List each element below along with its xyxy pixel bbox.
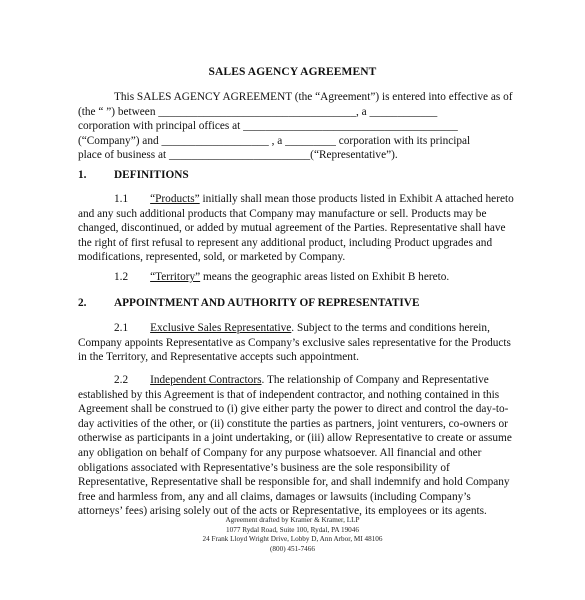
section-title: APPOINTMENT AND AUTHORITY OF REPRESENTATIVE — [114, 297, 420, 309]
intro-paragraph — [78, 90, 514, 163]
clause-term: Independent Contractors — [150, 374, 262, 386]
section-title: DEFINITIONS — [114, 169, 189, 181]
clause-text: initially shall mean those products listed in Exhibit A attached hereto — [199, 193, 514, 205]
clause-1-1 — [78, 192, 514, 265]
clause-line: modifications, represented, sold, or marketed by Company. — [78, 251, 346, 264]
clause-line: changed, discontinued, or added by mutual agreement of the Parties. Representative shall have — [78, 222, 506, 235]
section-heading — [78, 168, 189, 183]
footer-line: Agreement drafted by Kramer & Kramer, LLP — [225, 516, 360, 524]
clause-line: any obligation on behalf of Company for any purpose whatsoever. All financial and other — [78, 446, 482, 459]
clause-line: Representative, Representative shall be responsible for, and shall indemnify and hold Company — [78, 476, 510, 489]
clause-text: means the geographic areas listed on Exhibit B hereto. — [200, 271, 450, 283]
footer-line: 1077 Rydal Road, Suite 100, Rydal, PA 19046 — [226, 525, 359, 534]
clause-line: established by this Agreement is that of independent contractor, and nothing contained in this — [78, 388, 500, 401]
footer-line: 24 Frank Lloyd Wright Drive, Lobby D, Ann Arbor, MI 48106 — [202, 535, 383, 544]
clause-term: Exclusive Sales Representative — [150, 322, 292, 334]
clause-term: “Territory” — [150, 271, 201, 283]
clause-line: free and harmless from, any and all claims, damages or lawsuits (including Company’s — [78, 490, 471, 503]
clause-number: 2.2 — [114, 374, 129, 386]
clause-line: obligations associated with Representative’s business are the sole responsibility of — [78, 461, 450, 474]
clause-line: and any such additional products that Company may manufacture or sell. Products may be — [78, 207, 487, 220]
clause-text: . Subject to the terms and conditions herein, — [291, 322, 490, 334]
clause-text: . The relationship of Company and Representative — [261, 374, 489, 386]
clause-number: 1.1 — [114, 193, 129, 205]
clause-1-2 — [78, 270, 514, 285]
clause-line: Agreement shall be construed to (i) give either party the power to direct and control the day-to- — [78, 403, 509, 416]
section-heading — [78, 296, 419, 311]
section-number: 1. — [78, 169, 87, 181]
intro-line: This SALES AGENCY AGREEMENT (the “Agreement”) is entered into effective as of — [114, 91, 513, 103]
document-title: SALES AGENCY AGREEMENT — [208, 66, 377, 78]
clause-2-2 — [78, 373, 514, 519]
intro-line: (“Company”) and ___________________ , a _________ corporation with its principal — [78, 134, 471, 147]
clause-line: the right of first refusal to represent any additional product, including Product upgrades and — [78, 236, 493, 249]
clause-number: 1.2 — [114, 271, 129, 283]
section-number: 2. — [78, 297, 87, 309]
intro-line: (the “ ”) between ___________________________________, a ____________ — [78, 105, 438, 118]
clause-number: 2.1 — [114, 322, 129, 334]
clause-line: otherwise as participants in a joint undertaking, or (iii) allow Representative to create or assume — [78, 432, 512, 445]
intro-line: place of business at _________________________(“Representative”). — [78, 149, 398, 162]
clause-line: Company appoints Representative as Company’s exclusive sales representative for the Products — [78, 336, 511, 349]
clause-line: day activities of the other, or (ii) constitute the parties as partners, joint venturers, co-owners or — [78, 417, 508, 430]
clause-2-1 — [78, 321, 514, 365]
clause-line: in the Territory, and Representative accepts such appointment. — [78, 351, 359, 364]
footer-line: (800) 451-7466 — [270, 544, 315, 553]
clause-line: attorneys’ fees) arising solely out of the acts or Representative, its employees or its agents. — [78, 505, 487, 518]
document-footer — [0, 516, 585, 554]
intro-line: corporation with principal offices at ______________________________________ — [78, 120, 458, 133]
clause-term: “Products” — [150, 193, 200, 205]
